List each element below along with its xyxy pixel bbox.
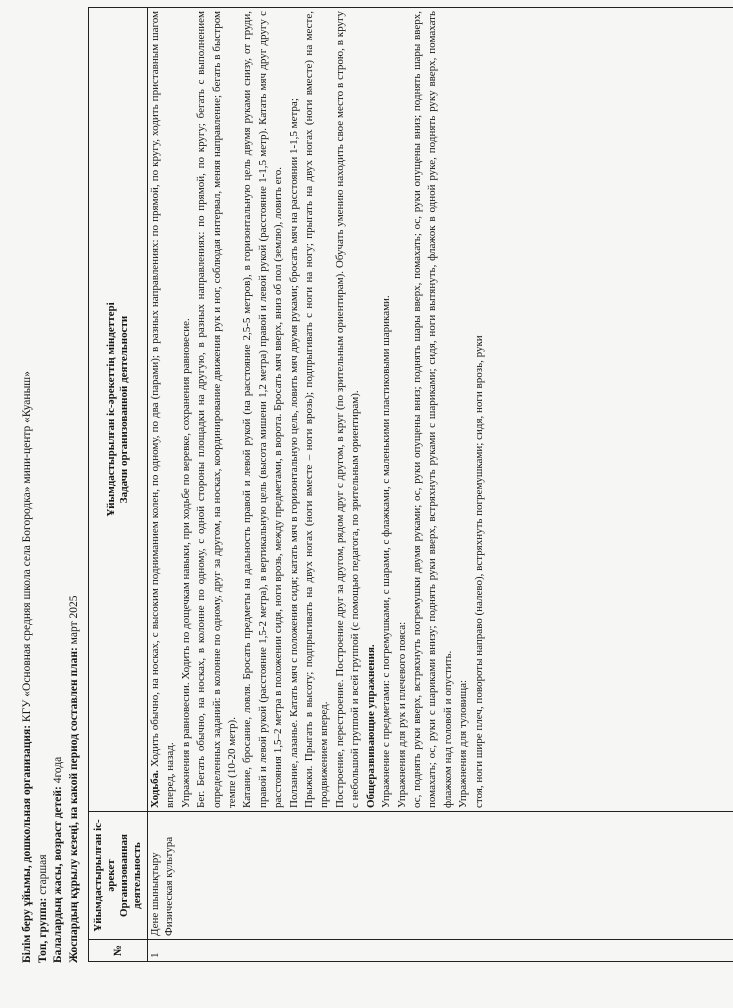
column-header-tasks-ru: Задачи организованной деятельности — [118, 315, 130, 504]
row-number: 1 — [148, 940, 733, 962]
group-value: старшая — [36, 854, 49, 895]
walking-title: Ходьба. — [149, 770, 161, 808]
period-label: Жоспардың құрылу кезеңі, на какой период составлен план: — [67, 647, 80, 963]
running-paragraph: Бег. Бегать обычно, на носках, в колонне по одному, с одной стороны площадки на другую, в разных направлениях: по прямой, по кругу; бегать с выполнением определенных заданий: в колонне по одному, друг за другом, на носках, координирование движения рук и ног, соблюдая интервал, меняя направление; бегать в быстром темпе (10-20 метр). — [195, 11, 239, 808]
plan-table — [88, 7, 733, 962]
jumping-paragraph: Прыжки. Прыгать в высоту; подпрыгивать на двух ногах (ноги вместе – ноги врозь); подпрыгивать с ноги на ногу; прыгать на двух ногах (ноги вместе) на месте, продвижением вперед. — [303, 11, 331, 808]
group-label: Топ, группа: — [36, 897, 49, 963]
group-line — [36, 83, 52, 963]
age-label: Балалардың жасы, возраст детей: — [52, 786, 64, 963]
column-header-tasks — [89, 8, 148, 812]
period-value: март 2025 — [67, 595, 80, 645]
column-header-activity — [89, 812, 148, 940]
table-header-row — [89, 8, 148, 962]
period-line — [67, 83, 83, 963]
document-header — [20, 83, 82, 963]
torso-paragraph: стоя, ноги шире плеч, повороты направо (налево), встряхнуть погремушками; сидя, ноги врозь, руки — [472, 335, 485, 808]
column-header-activity-kz: Ұйымдастырылған іс-әрекет — [92, 819, 117, 932]
crawling-paragraph: Ползание, лазанье. Катать мяч с положения сидя; катать мяч в горизонтальную цель, ловить мяч двумя руками; бросать мяч на расстоянии 1-1,5 метра; — [287, 98, 300, 808]
walking-text: Ходить обычно, на носках, с высоким подниманием колен, по одному, по два (парами); в разных направлениях: по прямой, по кругу, ходить приставным шагом вперед, назад. — [149, 11, 177, 808]
arms-paragraph: ос, поднять руки вверх, встряхнуть погремушки двумя руками; ос, руки опущены вниз; поднять шары вверх, помахать; ос, руки опущены вниз; поднять шары вверх, помахать; ос, руки с шариками внизу; поднять руки вверх, встряхнуть руками с шариками; сидя, ноги вытянуть, флажок в одной руке, поднять руку вверх, помахать флажком над головой и опустить. — [410, 11, 454, 808]
activity-cell — [148, 812, 733, 940]
arms-title: Упражнения для рук и плечевого пояса: — [395, 621, 408, 808]
organization-label: Білім беру ұйымы, дошкольная организация: — [21, 724, 33, 963]
table-row — [148, 8, 733, 962]
throwing-paragraph: Катание, бросание, ловля. Бросать предметы на дальность правой и левой рукой (на расстояние 2,5-5 метров), в горизонтальную цель двумя руками снизу, от груди, правой и левой рукой (расстояние 1,5-2 метра), в вертикальную цель (высота мишени 1,2 метра) правой и левой рукой (расстояние 1-1,5 метр). Катать мяч друг другу с расстояния 1,5–2 метра в положении сидя, ноги врозь, между предметами, в ворота. Бросать мяч вверх, вниз об пол (землю), ловить его. — [241, 11, 285, 808]
activity-kz: Дене шынықтыру — [149, 852, 161, 936]
activity-ru: Физическая культура — [163, 836, 175, 936]
column-header-activity-ru: Организованная деятельность — [118, 834, 143, 917]
organization-line — [20, 83, 36, 963]
balance-paragraph: Упражнения в равновесии. Ходить по дощечкам навыки, при ходьбе по веревке, сохранения равновесие. — [179, 318, 192, 808]
walking-paragraph — [148, 11, 179, 808]
tasks-cell — [148, 8, 733, 812]
column-header-tasks-kz: Ұйымдастырылған іс-әрекеттің міндеттері — [105, 302, 117, 517]
torso-title: Упражнения для туловища: — [457, 679, 470, 808]
formation-paragraph: Построение, перестроение. Построение друг за другом, рядом друг с другом, в круг (по зрительным ориентирам). Обучать умению находить свое место в строю, в кругу с небольшой группой и всей группой (с помощью педагога, по зрительным ориентирам). — [333, 11, 362, 808]
age-value: 4года — [52, 756, 64, 784]
tasks-text — [148, 11, 733, 808]
age-line — [51, 83, 67, 963]
general-exercises-title: Общеразвивающие упражнения. — [364, 644, 377, 808]
organization-value: КГУ «Основная средняя школа села Богородка» мини-центр «Куаныш» — [21, 371, 33, 723]
objects-paragraph: Упражнение с предметами: с погремушками, с шарами, с флажками, с маленькими пластиковыми шариками. — [380, 295, 393, 808]
column-header-number: № — [89, 940, 148, 962]
